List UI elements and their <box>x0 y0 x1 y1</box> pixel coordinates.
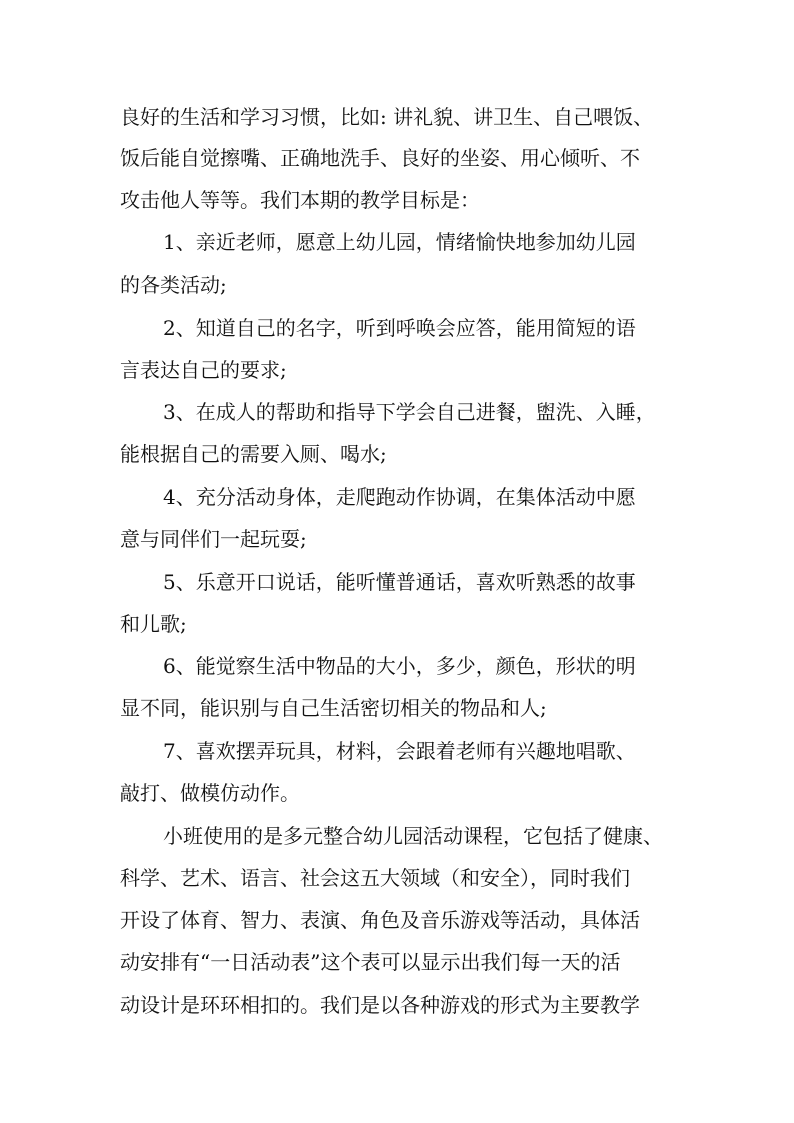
paragraph-2-line-4: 动安排有“一日活动表”这个表可以显示出我们每一天的活 <box>120 950 621 974</box>
goal-1-line-1: 1、亲近老师，愿意上幼儿园，情绪愉快地参加幼儿园 <box>163 230 636 254</box>
text-line-2: 饭后能自觉擦嘴、正确地洗手、良好的坐姿、用心倾听、不 <box>120 146 640 170</box>
goal-4-line-2: 意与同伴们一起玩耍; <box>120 527 307 551</box>
goal-3-line-2: 能根据自己的需要入厕、喝水; <box>120 442 387 466</box>
paragraph-2-line-5: 动设计是环环相扣的。我们是以各种游戏的形式为主要教学 <box>120 993 640 1017</box>
text-line-1: 良好的生活和学习习惯，比如: 讲礼貌、讲卫生、自己喂饭、 <box>120 105 654 129</box>
goal-5-line-2: 和儿歌; <box>120 612 187 636</box>
goal-6-line-2: 显不同，能识别与自己生活密切相关的物品和人; <box>120 696 547 720</box>
goal-1-line-2: 的各类活动; <box>120 273 227 297</box>
goal-6-line-1: 6、能觉察生活中物品的大小，多少，颜色，形状的明 <box>163 654 636 678</box>
paragraph-2-line-1: 小班使用的是多元整合幼儿园活动课程，它包括了健康、 <box>163 824 663 848</box>
goal-4-line-1: 4、充分活动身体，走爬跑动作协调，在集体活动中愿 <box>163 485 636 509</box>
goal-7-line-2: 敲打、做模仿动作。 <box>120 781 300 805</box>
goal-3-line-1: 3、在成人的帮助和指导下学会自己进餐，盥洗、入睡， <box>163 400 656 424</box>
goal-7-line-1: 7、喜欢摆弄玩具，材料，会跟着老师有兴趣地唱歌、 <box>163 739 636 763</box>
paragraph-2-line-2: 科学、艺术、语言、社会这五大领域（和安全），同时我们 <box>120 866 630 890</box>
text-line-3: 攻击他人等等。我们本期的教学目标是： <box>120 188 480 212</box>
goal-5-line-1: 5、乐意开口说话，能听懂普通话，喜欢听熟悉的故事 <box>163 570 636 594</box>
goal-2-line-2: 言表达自己的要求; <box>120 358 287 382</box>
paragraph-2-line-3: 开设了体育、智力、表演、角色及音乐游戏等活动，具体活 <box>120 908 640 932</box>
goal-2-line-1: 2、知道自己的名字，听到呼唤会应答，能用简短的语 <box>163 316 636 340</box>
